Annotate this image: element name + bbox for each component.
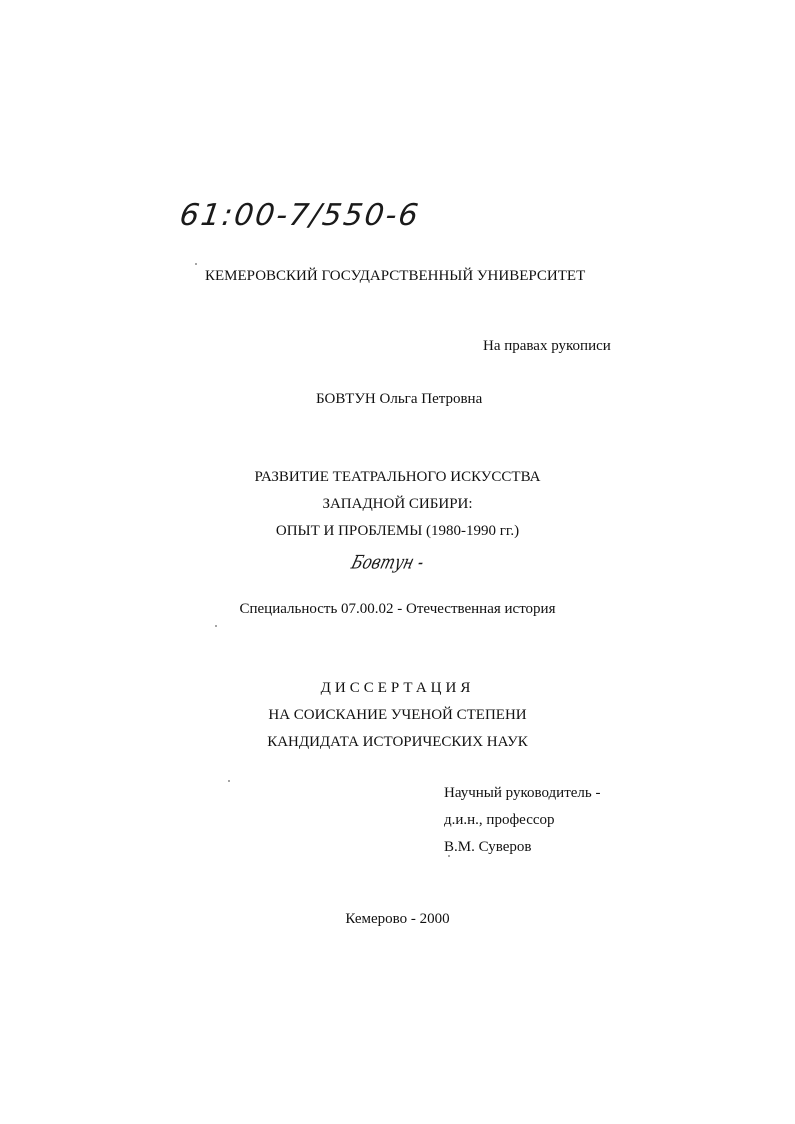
scan-speck <box>215 625 217 627</box>
scan-speck <box>228 780 230 782</box>
specialty-line: Специальность 07.00.02 - Отечественная история <box>239 601 556 617</box>
author-name: БОВТУН Ольга Петровна <box>316 391 483 407</box>
degree-line-1: НА СОИСКАНИЕ УЧЕНОЙ СТЕПЕНИ <box>268 707 527 723</box>
dissertation-heading: ДИССЕРТАЦИЯ <box>320 680 475 696</box>
scan-speck <box>448 855 450 857</box>
author-signature: Бовтун - <box>348 550 427 574</box>
degree-line-2: КАНДИДАТА ИСТОРИЧЕСКИХ НАУК <box>267 734 528 750</box>
university-name: КЕМЕРОВСКИЙ ГОСУДАРСТВЕННЫЙ УНИВЕРСИТЕТ <box>205 268 586 284</box>
supervisor-label: Научный руководитель - <box>444 785 601 801</box>
title-line-1: РАЗВИТИЕ ТЕАТРАЛЬНОГО ИСКУССТВА <box>254 469 541 485</box>
supervisor-name: В.М. Суверов <box>444 839 532 855</box>
supervisor-degree: д.и.н., профессор <box>444 812 555 828</box>
manuscript-rights-note: На правах рукописи <box>483 338 611 354</box>
place-and-year: Кемерово - 2000 <box>345 911 450 927</box>
scan-speck <box>195 263 197 265</box>
title-line-3: ОПЫТ И ПРОБЛЕМЫ (1980-1990 гг.) <box>275 523 520 539</box>
title-line-2: ЗАПАДНОЙ СИБИРИ: <box>322 496 473 512</box>
archive-stamp-number: 61:00-7/550-6 <box>177 198 423 233</box>
